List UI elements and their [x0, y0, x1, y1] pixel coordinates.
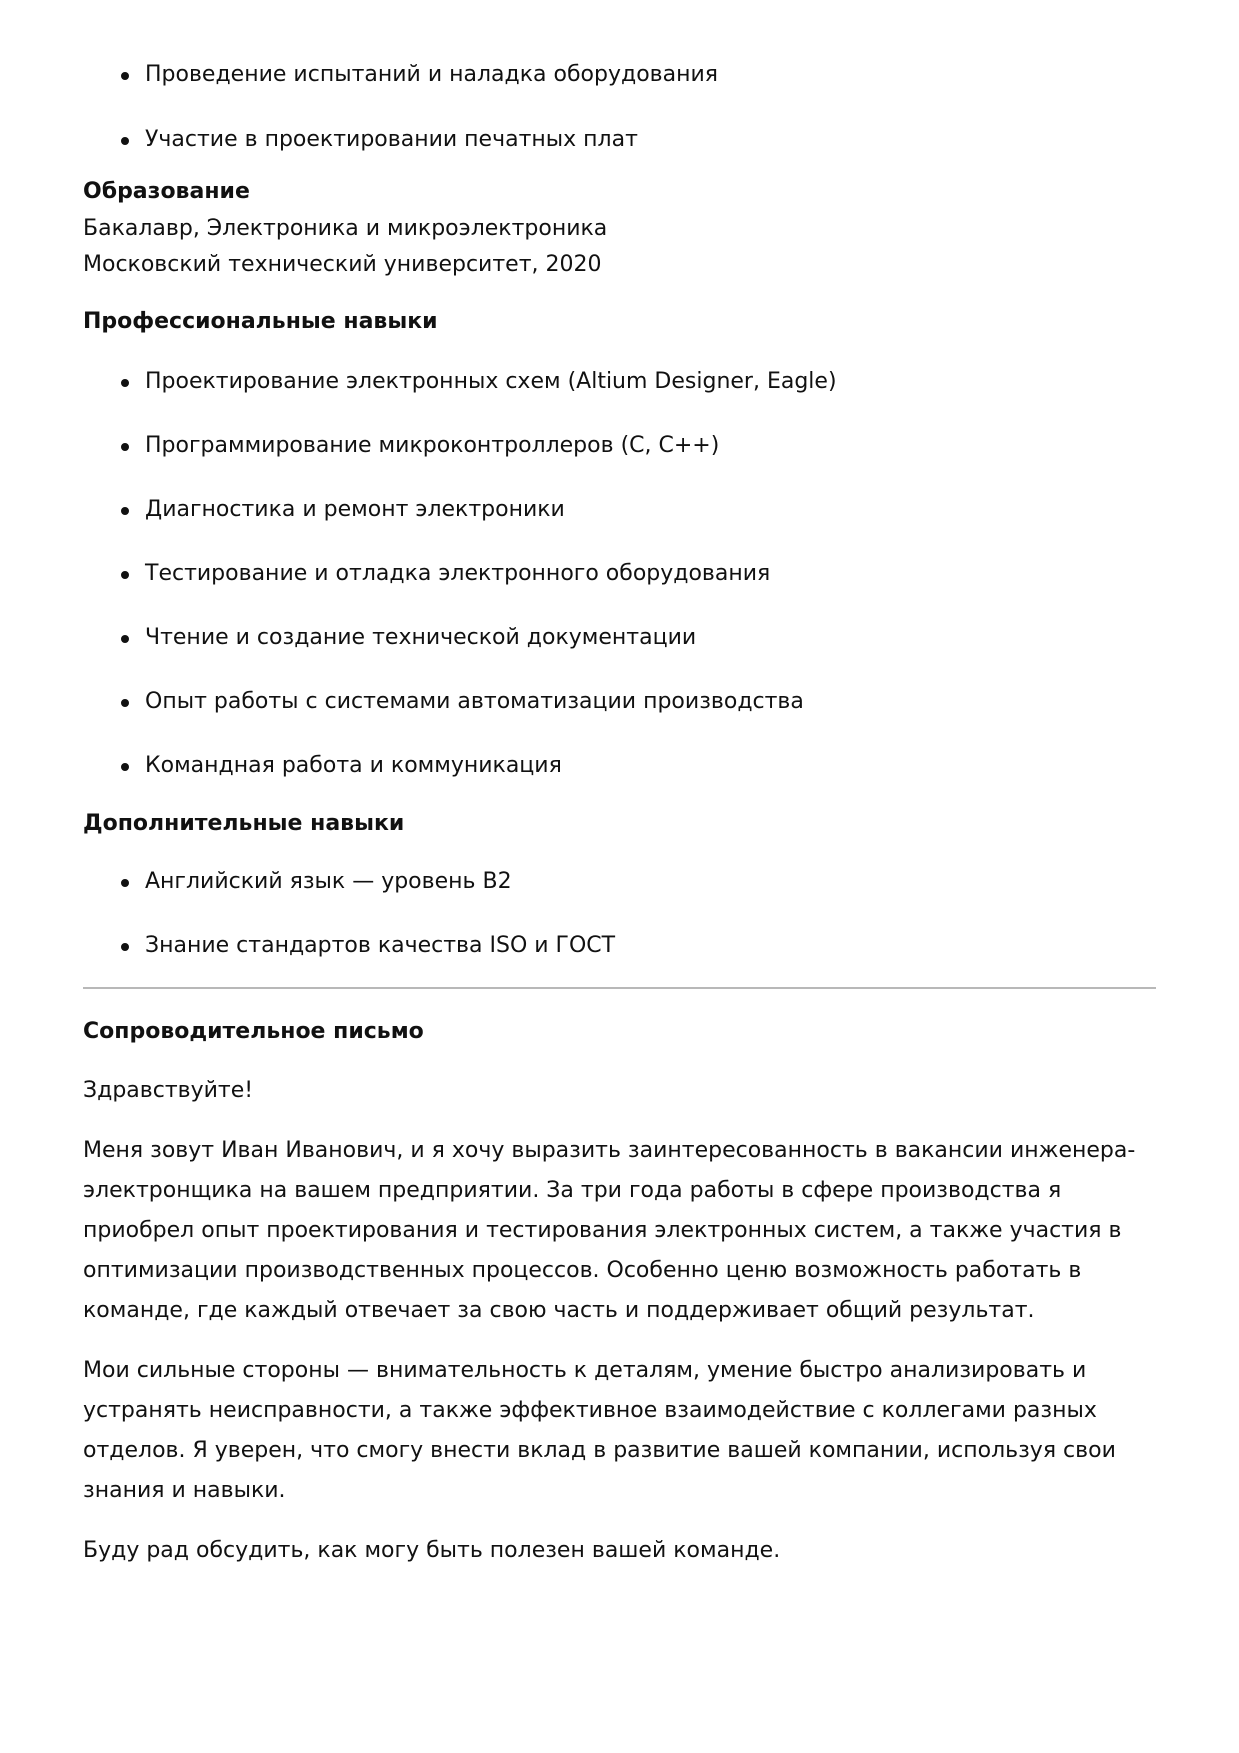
cover-letter-heading: Сопроводительное письмо [83, 1019, 424, 1044]
list-item: Чтение и создание технической документации [145, 623, 1156, 653]
list-item: Тестирование и отладка электронного оборудования [145, 559, 1156, 589]
list-item: Диагностика и ремонт электроники [145, 495, 1156, 525]
experience-duties-list [83, 60, 1156, 155]
additional-skills-list [83, 867, 1156, 961]
list-item: Программирование микроконтроллеров (C, C++) [145, 431, 1156, 461]
cover-letter-greeting: Здравствуйте! [83, 1078, 254, 1103]
spacer [83, 283, 1156, 307]
cover-letter-paragraph: Мои сильные стороны — внимательность к деталям, умение быстро анализировать и устранять неисправности, а также эффективное взаимодействие с коллегами разных отделов. Я уверен, что смогу внести вклад в развитие вашей компании, используя свои знания и навыки. [83, 1358, 1116, 1503]
section-divider [83, 987, 1156, 989]
list-item: Проведение испытаний и наладка оборудования [145, 60, 1156, 90]
list-item: Опыт работы с системами автоматизации производства [145, 687, 1156, 717]
additional-skills-section [83, 809, 1156, 961]
list-item: Проектирование электронных схем (Altium Designer, Eagle) [145, 367, 1156, 397]
professional-skills-heading: Профессиональные навыки [83, 309, 438, 334]
professional-skills-section [83, 307, 1156, 781]
list-item: Участие в проектировании печатных плат [145, 125, 1156, 155]
education-institution: Московский технический университет, 2020 [83, 252, 602, 277]
cover-letter-section [83, 1017, 1156, 1571]
list-item: Командная работа и коммуникация [145, 751, 1156, 781]
cover-letter-closing: Буду рад обсудить, как могу быть полезен вашей команде. [83, 1538, 781, 1563]
cover-letter-paragraph: Меня зовут Иван Иванович, и я хочу выразить заинтересованность в вакансии инженера-электронщика на вашем предприятии. За три года работы в сфере производства я приобрел опыт проектирования и тестирования электронных систем, а также участия в оптимизации производственных процессов. Особенно ценю возможность работать в команде, где каждый отвечает за свою часть и поддерживает общий результат. [83, 1138, 1136, 1323]
education-section [83, 177, 1156, 283]
list-item: Английский язык — уровень B2 [145, 867, 1156, 897]
professional-skills-list [83, 367, 1156, 781]
additional-skills-heading: Дополнительные навыки [83, 811, 405, 836]
list-item: Знание стандартов качества ISO и ГОСТ [145, 931, 1156, 961]
education-heading: Образование [83, 179, 250, 204]
education-degree: Бакалавр, Электроника и микроэлектроника [83, 216, 608, 241]
